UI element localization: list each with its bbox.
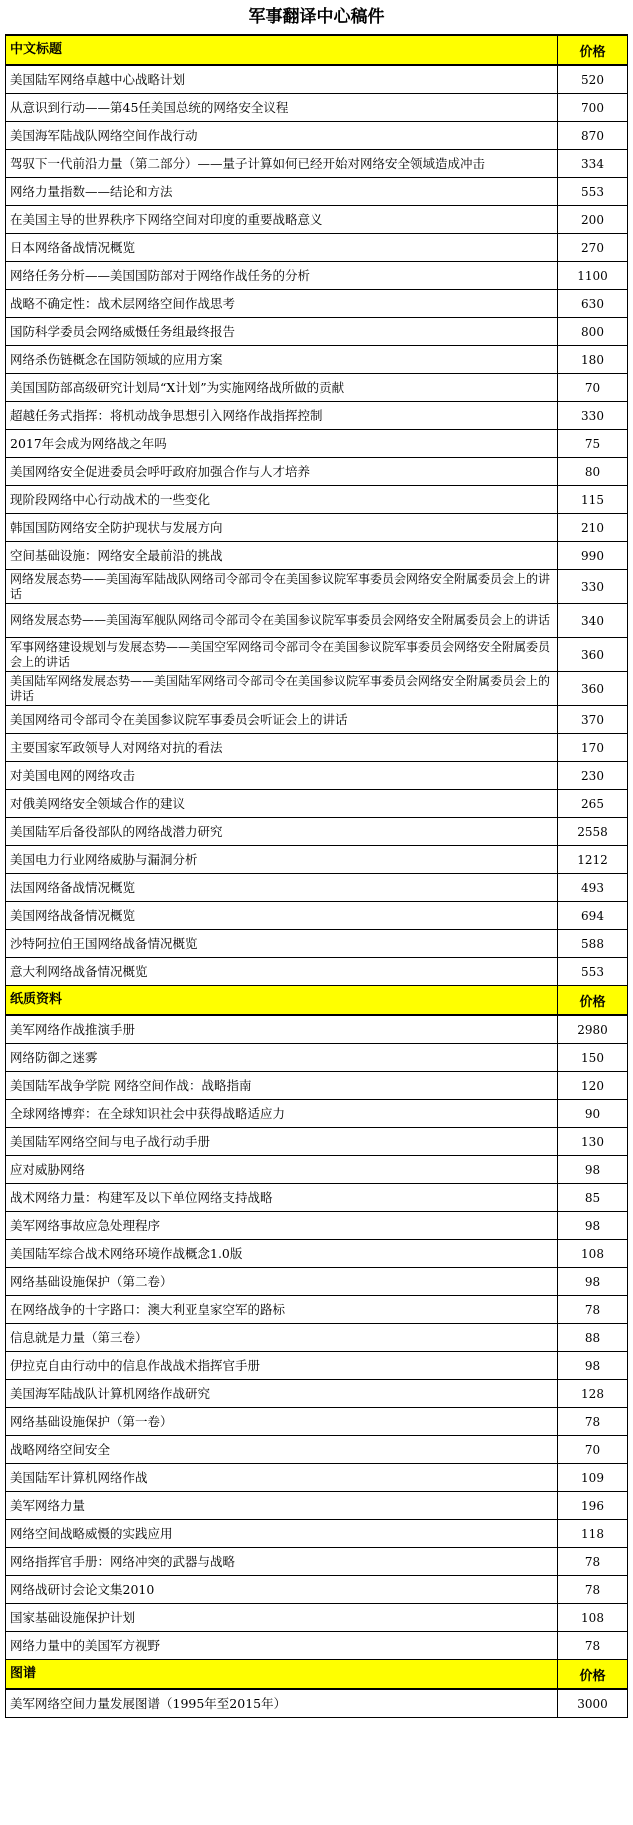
item-title: 网络力量指数——结论和方法 — [6, 178, 558, 205]
item-title: 从意识到行动——第45任美国总统的网络安全议程 — [6, 94, 558, 121]
item-price: 90 — [584, 1106, 601, 1121]
table-row — [5, 94, 628, 122]
item-title: 网络防御之迷雾 — [6, 1044, 558, 1071]
item-title: 网络基础设施保护（第一卷） — [6, 1408, 558, 1435]
item-title: 在美国主导的世界秩序下网络空间对印度的重要战略意义 — [6, 206, 558, 233]
item-title: 应对威胁网络 — [6, 1156, 558, 1183]
item-price: 2558 — [577, 824, 608, 839]
item-price: 493 — [581, 880, 604, 895]
item-price: 990 — [581, 548, 604, 563]
item-title: 美国电力行业网络威胁与漏洞分析 — [6, 846, 558, 873]
item-title: 美国陆军综合战术网络环境作战概念1.0版 — [6, 1240, 558, 1267]
item-price: 330 — [581, 408, 604, 423]
item-title: 法国网络备战情况概览 — [6, 874, 558, 901]
table-row — [5, 958, 628, 986]
item-price: 75 — [584, 436, 601, 451]
section-header — [5, 36, 628, 66]
item-price: 78 — [584, 1302, 601, 1317]
item-title: 驾驭下一代前沿力量（第二部分）——量子计算如何已经开始对网络安全领域造成冲击 — [6, 150, 558, 177]
table-row — [5, 790, 628, 818]
item-price: 360 — [581, 647, 604, 662]
table-row — [5, 1604, 628, 1632]
item-title: 美军网络空间力量发展图谱（1995年至2015年） — [6, 1690, 558, 1717]
table-row — [5, 818, 628, 846]
table-row — [5, 486, 628, 514]
table-row — [5, 1128, 628, 1156]
table-row — [5, 514, 628, 542]
item-price: 88 — [584, 1330, 601, 1345]
item-title: 网络空间战略威慑的实践应用 — [6, 1520, 558, 1547]
table-row — [5, 1324, 628, 1352]
table-row — [5, 346, 628, 374]
section-title: 中文标题 — [6, 36, 558, 64]
table-row — [5, 638, 628, 672]
item-title: 国家基础设施保护计划 — [6, 1604, 558, 1631]
item-price: 70 — [584, 380, 601, 395]
table-row — [5, 902, 628, 930]
item-title: 网络基础设施保护（第二卷） — [6, 1268, 558, 1295]
table-row — [5, 66, 628, 94]
item-title: 沙特阿拉伯王国网络战备情况概览 — [6, 930, 558, 957]
table-row — [5, 374, 628, 402]
item-price: 98 — [584, 1274, 601, 1289]
item-price: 334 — [581, 156, 604, 171]
table-row — [5, 542, 628, 570]
table-row — [5, 150, 628, 178]
table-row — [5, 672, 628, 706]
item-title: 网络指挥官手册：网络冲突的武器与战略 — [6, 1548, 558, 1575]
item-title: 对美国电网的网络攻击 — [6, 762, 558, 789]
item-price: 180 — [581, 352, 604, 367]
table-row — [5, 318, 628, 346]
item-title: 美国网络战备情况概览 — [6, 902, 558, 929]
item-price: 80 — [584, 464, 601, 479]
table-row — [5, 734, 628, 762]
item-title: 战术网络力量：构建军及以下单位网络支持战略 — [6, 1184, 558, 1211]
item-title: 美国网络安全促进委员会呼吁政府加强合作与人才培养 — [6, 458, 558, 485]
item-price: 870 — [581, 128, 604, 143]
item-price: 109 — [581, 1470, 604, 1485]
table-row — [5, 1520, 628, 1548]
item-price: 128 — [581, 1386, 604, 1401]
item-title: 网络发展态势——美国海军陆战队网络司令部司令在美国参议院军事委员会网络安全附属委员会上的讲话 — [6, 570, 558, 603]
table-row — [5, 762, 628, 790]
table-row — [5, 430, 628, 458]
item-title: 网络发展态势——美国海军舰队网络司令部司令在美国参议院军事委员会网络安全附属委员会上的讲话 — [6, 604, 558, 637]
item-price: 118 — [581, 1526, 604, 1541]
item-price: 553 — [581, 964, 604, 979]
table-row — [5, 846, 628, 874]
item-title: 网络力量中的美国军方视野 — [6, 1632, 558, 1659]
table-row — [5, 1352, 628, 1380]
item-title: 美国陆军战争学院 网络空间作战：战略指南 — [6, 1072, 558, 1099]
section-title: 图谱 — [6, 1660, 558, 1688]
table-row — [5, 1380, 628, 1408]
item-title: 美国陆军后备役部队的网络战潜力研究 — [6, 818, 558, 845]
item-title: 网络战研讨会论文集2010 — [6, 1576, 558, 1603]
item-title: 日本网络备战情况概览 — [6, 234, 558, 261]
item-price: 210 — [581, 520, 604, 535]
item-price: 360 — [581, 681, 604, 696]
item-title: 空间基础设施：网络安全最前沿的挑战 — [6, 542, 558, 569]
table-row — [5, 1044, 628, 1072]
item-price: 553 — [581, 184, 604, 199]
item-price: 150 — [581, 1050, 604, 1065]
table-row — [5, 1436, 628, 1464]
item-price: 130 — [581, 1134, 604, 1149]
item-price: 78 — [584, 1414, 601, 1429]
item-title: 美军网络力量 — [6, 1492, 558, 1519]
item-price: 196 — [581, 1498, 604, 1513]
table-row — [5, 1576, 628, 1604]
table-row — [5, 1464, 628, 1492]
item-price: 230 — [581, 768, 604, 783]
item-title: 网络任务分析——美国国防部对于网络作战任务的分析 — [6, 262, 558, 289]
item-title: 战略不确定性：战术层网络空间作战思考 — [6, 290, 558, 317]
item-title: 2017年会成为网络战之年吗 — [6, 430, 558, 457]
table-row — [5, 874, 628, 902]
item-price: 3000 — [577, 1696, 608, 1711]
table-row — [5, 1296, 628, 1324]
item-price: 98 — [584, 1162, 601, 1177]
item-title: 韩国国防网络安全防护现状与发展方向 — [6, 514, 558, 541]
table-row — [5, 1100, 628, 1128]
item-price: 370 — [581, 712, 604, 727]
table-row — [5, 570, 628, 604]
table-row — [5, 458, 628, 486]
item-price: 78 — [584, 1638, 601, 1653]
item-price: 630 — [581, 296, 604, 311]
section-header — [5, 986, 628, 1016]
item-price: 1100 — [577, 268, 608, 283]
table-row — [5, 930, 628, 958]
section-title: 纸质资料 — [6, 986, 558, 1014]
table-row — [5, 178, 628, 206]
table-row — [5, 262, 628, 290]
item-price: 330 — [581, 579, 604, 594]
table-row — [5, 402, 628, 430]
table-row — [5, 1690, 628, 1718]
item-price: 120 — [581, 1078, 604, 1093]
item-price: 700 — [581, 100, 604, 115]
item-title: 美国陆军网络发展态势——美国陆军网络司令部司令在美国参议院军事委员会网络安全附属委员会上的讲话 — [6, 672, 558, 705]
item-price: 1212 — [577, 852, 608, 867]
item-title: 军事网络建设规划与发展态势——美国空军网络司令部司令在美国参议院军事委员会网络安全附属委员会上的讲话 — [6, 638, 558, 671]
table-row — [5, 1268, 628, 1296]
item-title: 美国国防部高级研究计划局“X计划”为实施网络战所做的贡献 — [6, 374, 558, 401]
item-price: 85 — [584, 1190, 601, 1205]
table-row — [5, 1492, 628, 1520]
price-table — [5, 34, 628, 1718]
item-price: 78 — [584, 1554, 601, 1569]
table-row — [5, 234, 628, 262]
item-title: 意大利网络战备情况概览 — [6, 958, 558, 985]
table-row — [5, 1016, 628, 1044]
table-row — [5, 290, 628, 318]
item-price: 108 — [581, 1246, 604, 1261]
price-column-header: 价格 — [579, 1668, 606, 1684]
table-row — [5, 706, 628, 734]
item-price: 98 — [584, 1358, 601, 1373]
item-title: 美国海军陆战队网络空间作战行动 — [6, 122, 558, 149]
table-row — [5, 1240, 628, 1268]
document-title: 军事翻译中心稿件 — [248, 7, 385, 27]
item-title: 现阶段网络中心行动战术的一些变化 — [6, 486, 558, 513]
item-title: 国防科学委员会网络威慑任务组最终报告 — [6, 318, 558, 345]
item-title: 美国网络司令部司令在美国参议院军事委员会听证会上的讲话 — [6, 706, 558, 733]
item-price: 520 — [581, 72, 604, 87]
item-price: 170 — [581, 740, 604, 755]
table-row — [5, 1632, 628, 1660]
item-price: 694 — [581, 908, 604, 923]
table-row — [5, 1408, 628, 1436]
table-row — [5, 1212, 628, 1240]
item-price: 115 — [581, 492, 604, 507]
table-row — [5, 1156, 628, 1184]
section-header — [5, 1660, 628, 1690]
item-title: 美军网络作战推演手册 — [6, 1016, 558, 1043]
item-title: 伊拉克自由行动中的信息作战战术指挥官手册 — [6, 1352, 558, 1379]
table-row — [5, 604, 628, 638]
item-title: 超越任务式指挥：将机动战争思想引入网络作战指挥控制 — [6, 402, 558, 429]
price-column-header: 价格 — [579, 44, 606, 60]
table-row — [5, 1072, 628, 1100]
item-title: 在网络战争的十字路口：澳大利亚皇家空军的路标 — [6, 1296, 558, 1323]
item-price: 340 — [581, 613, 604, 628]
table-row — [5, 1184, 628, 1212]
item-price: 70 — [584, 1442, 601, 1457]
item-price: 800 — [581, 324, 604, 339]
item-title: 美国陆军计算机网络作战 — [6, 1464, 558, 1491]
table-row — [5, 206, 628, 234]
item-title: 网络杀伤链概念在国防领域的应用方案 — [6, 346, 558, 373]
table-row — [5, 1548, 628, 1576]
item-price: 200 — [581, 212, 604, 227]
item-title: 美国陆军网络卓越中心战略计划 — [6, 66, 558, 93]
item-price: 108 — [581, 1610, 604, 1625]
price-column-header: 价格 — [579, 994, 606, 1010]
item-title: 美军网络事故应急处理程序 — [6, 1212, 558, 1239]
item-price: 588 — [581, 936, 604, 951]
item-price: 78 — [584, 1582, 601, 1597]
table-row — [5, 122, 628, 150]
item-price: 2980 — [577, 1022, 608, 1037]
item-title: 战略网络空间安全 — [6, 1436, 558, 1463]
item-title: 信息就是力量（第三卷） — [6, 1324, 558, 1351]
item-title: 对俄美网络安全领域合作的建议 — [6, 790, 558, 817]
item-price: 265 — [581, 796, 604, 811]
item-title: 美国陆军网络空间与电子战行动手册 — [6, 1128, 558, 1155]
item-price: 98 — [584, 1218, 601, 1233]
item-price: 270 — [581, 240, 604, 255]
item-title: 美国海军陆战队计算机网络作战研究 — [6, 1380, 558, 1407]
item-title: 全球网络博弈：在全球知识社会中获得战略适应力 — [6, 1100, 558, 1127]
item-title: 主要国家军政领导人对网络对抗的看法 — [6, 734, 558, 761]
